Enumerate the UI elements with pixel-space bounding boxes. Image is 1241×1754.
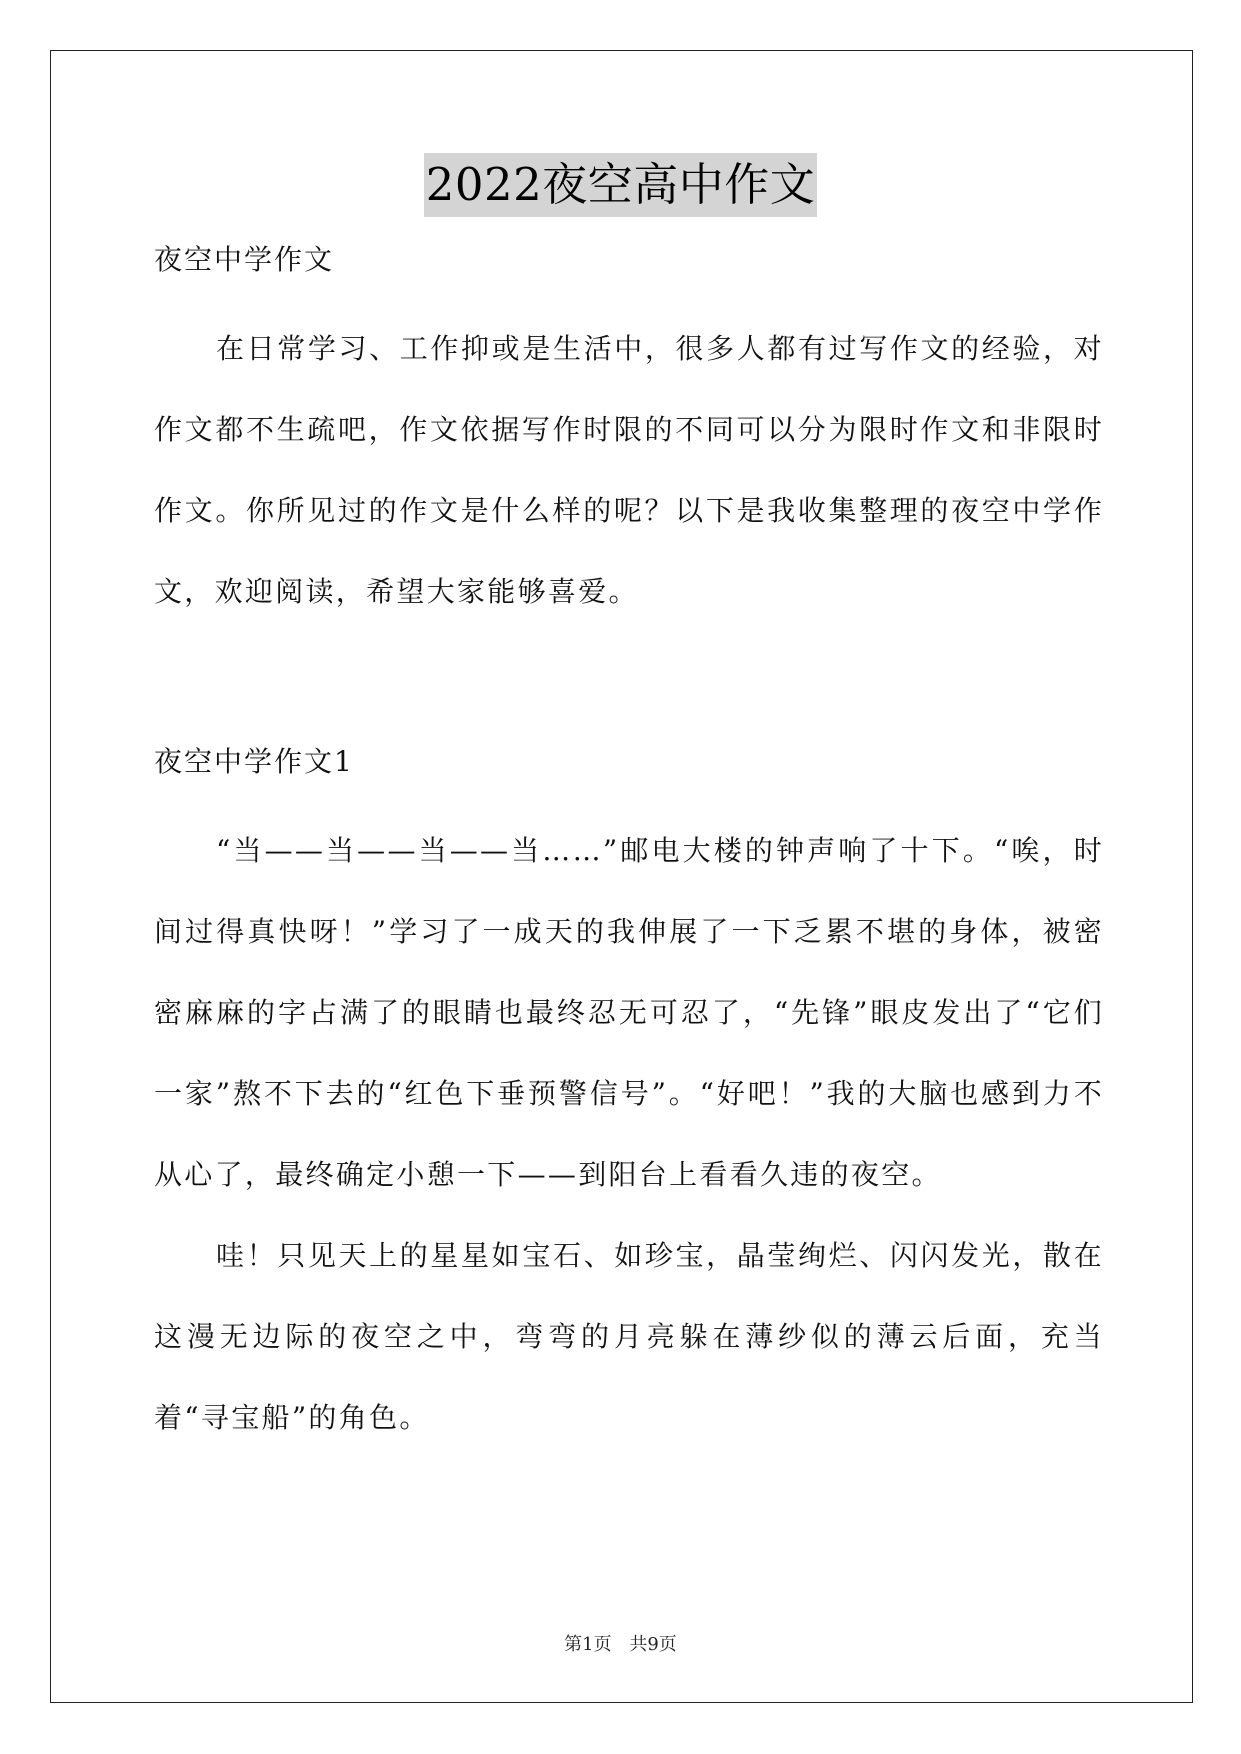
document-title: 2022夜空高中作文	[424, 153, 818, 217]
spacer	[154, 788, 1104, 810]
section-paragraph: “当——当——当——当……”邮电大楼的钟声响了十下。“唉，时间过得真快呀！”学习了一成天的我伸展了一下乏累不堪的身体，被密密麻麻的字占满了的眼睛也最终忍无可忍了，“先锋”眼皮发出了“它们一家”熬不下去的“红色下垂预警信号”。“好吧！”我的大脑也感到力不从心了，最终确定小憩一下——到阳台上看看久违的夜空。	[154, 834, 1104, 1191]
intro-paragraph: 在日常学习、工作抑或是生活中，很多人都有过写作文的经验，对作文都不生疏吧，作文依据写作时限的不同可以分为限时作文和非限时作文。你所见过的作文是什么样的呢？以下是我收集整理的夜空中学作文，欢迎阅读，希望大家能够喜爱。	[154, 332, 1104, 608]
section-paragraph: 哇！只见天上的星星如宝石、如珍宝，晶莹绚烂、闪闪发光，散在这漫无边际的夜空之中，弯弯的月亮躲在薄纱似的薄云后面，充当着“寻宝船”的角色。	[154, 1239, 1104, 1434]
section-heading: 夜空中学作文1	[154, 745, 354, 778]
document-body	[154, 234, 1104, 1458]
page-number: 第1页	[564, 1634, 612, 1655]
page-total: 共9页	[629, 1634, 677, 1655]
intro-heading: 夜空中学作文	[154, 243, 335, 276]
spacer	[154, 286, 1104, 308]
title-container	[0, 153, 1241, 217]
page-footer	[0, 1633, 1241, 1657]
spacer	[154, 632, 1104, 736]
